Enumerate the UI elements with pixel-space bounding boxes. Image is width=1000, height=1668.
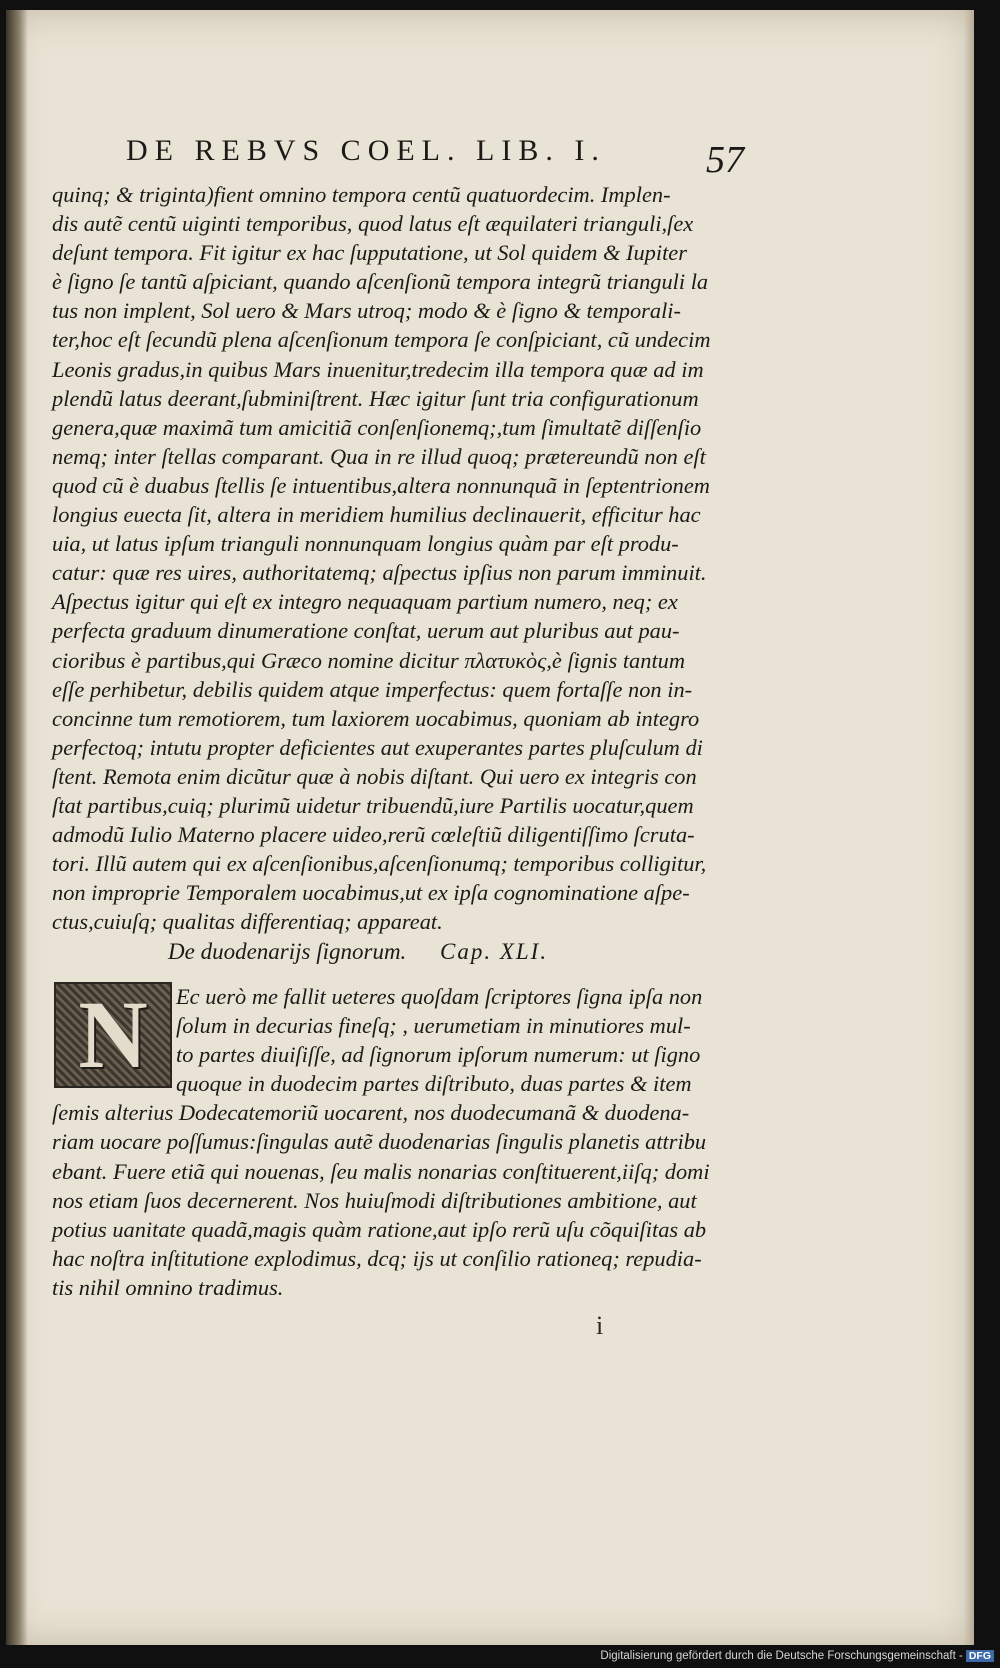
text-line: nemq; inter ſtellas comparant. Qua in re illud quoq; prætereundũ non eſt xyxy=(52,443,706,469)
text-line: tori. Illũ autem qui ex aſcenſionibus,aſcenſionumq; temporibus colligitur, xyxy=(52,851,707,877)
text-line: ctus,cuiuſq; qualitas differentiaq; appareat. xyxy=(52,909,443,935)
text-line: perfectoq; intutu propter deficientes aut exuperantes partes pluſculum di xyxy=(52,734,703,760)
page-edge xyxy=(964,10,974,1645)
text-line: hac noſtra inſtitutione explodimus, dcq; ijs ut conſilio rationeq; repudia- xyxy=(52,1245,702,1271)
chapter-title: De duodenarijs ſignorum. xyxy=(168,939,407,964)
digitization-credit xyxy=(600,1650,994,1662)
text-line: tis nihil omnino tradimus. xyxy=(52,1274,284,1300)
text-line: quoque in duodecim partes diſtributo, duas partes & item xyxy=(176,1071,692,1097)
page-number: 57 xyxy=(706,139,744,181)
text-line: ebant. Fuere etiã qui nouenas, ſeu malis nonarias conſtituerent,iiſq; domi xyxy=(52,1158,710,1184)
text-line: quinq; & triginta)fient omnino tempora centũ quatuordecim. Implen- xyxy=(52,182,671,207)
text-line: catur: quæ res uires, authoritatemq; aſpectus ipſius non parum imminuit. xyxy=(52,560,707,586)
text-line: ter,hoc eſt ſecundũ plena aſcenſionum tempora ſe conſpiciant, cũ undecim xyxy=(52,327,711,353)
text-line: riam uocare poſſumus:ſingulas autẽ duodenarias ſingulis planetis attribu xyxy=(52,1129,707,1155)
text-line: deſunt tempora. Fit igitur ex hac ſupputatione, ut Sol quidem & Iupiter xyxy=(52,240,687,266)
text-line: cioribus è partibus,qui Græco nomine dicitur πλατυκὸς,è ſignis tantum xyxy=(52,647,686,673)
text-line: Ec uerò me fallit ueteres quoſdam ſcriptores ſigna ipſa non xyxy=(176,984,703,1009)
text-line: ſemis alterius Dodecatemoriũ uocarent, nos duodecumanã & duodena- xyxy=(52,1100,690,1126)
text-line: tus non implent, Sol uero & Mars utroq; modo & è ſigno & temporali- xyxy=(52,298,681,324)
running-header: DE REBVS COEL. LIB. I. xyxy=(126,134,606,167)
text-line: non improprie Temporalem uocabimus,ut ex ipſa cognominatione aſpe- xyxy=(52,880,690,906)
text-line: quod cũ è duabus ſtellis ſe intuentibus,altera nonnunquã in ſeptentrionem xyxy=(52,472,710,498)
text-line: potius uanitate quadã,magis quàm ratione,aut ipſo rerũ uſu cõquiſitas ab xyxy=(52,1216,707,1242)
chapter-heading xyxy=(168,939,728,965)
text-line: perfecta graduum dinumeratione conſtat, uerum aut pluribus aut pau- xyxy=(52,618,680,644)
text-line: longius euecta ſit, altera in meridiem humilius declinauerit, efficitur hac xyxy=(52,502,701,528)
chapter-number: Cap. XLI. xyxy=(440,939,549,964)
text-line: eſſe perhibetur, debilis quidem atque imperfectus: quem fortaſſe non in- xyxy=(52,676,693,702)
digitization-text: Digitalisierung gefördert durch die Deutsche Forschungsgemeinschaft - xyxy=(600,1650,963,1662)
text-line: nos etiam ſuos decernerent. Nos huiuſmodi diſtributiones ambitione, aut xyxy=(52,1187,697,1213)
signature-mark: i xyxy=(596,1311,604,1340)
text-line: genera,quæ maximã tum amicitiã conſenſionemq;,tum ſimultatẽ diſſenſio xyxy=(52,414,702,440)
text-line: admodũ Iulio Materno placere uideo,rerũ cœleſtiũ diligentiſſimo ſcruta- xyxy=(52,822,695,848)
text-line: dis autẽ centũ uiginti temporibus, quod latus eſt æquilateri trianguli,ſex xyxy=(52,211,694,237)
dfg-logo: DFG xyxy=(966,1650,994,1662)
text-line: uia, ut latus ipſum trianguli nonnunquam longius quàm par eſt produ- xyxy=(52,531,679,557)
paragraph-1 xyxy=(52,180,712,936)
initial-letter: N xyxy=(78,981,148,1088)
text-line: ſtat partibus,cuiq; plurimũ uidetur tribuendũ,iure Partilis uocatur,quem xyxy=(52,792,694,818)
text-line: Aſpectus igitur qui eſt ex integro nequaquam partium numero, neq; ex xyxy=(52,589,678,615)
book-page xyxy=(6,10,974,1645)
text-line: è ſigno ſe tantũ aſpiciant, quando aſcenſionũ tempora integrũ trianguli la xyxy=(52,269,709,295)
page-gutter-shadow xyxy=(6,10,28,1645)
decorated-initial xyxy=(54,982,172,1088)
text-line: plendũ latus deerant,ſubminiſtrent. Hæc igitur ſunt tria configurationum xyxy=(52,385,699,411)
text-line: ſolum in decurias fineſq; , uerumetiam in minutiores mul- xyxy=(176,1013,691,1039)
text-line: Leonis gradus,in quibus Mars inuenitur,tredecim illa tempora quæ ad im xyxy=(52,356,704,382)
text-line: to partes diuiſiſſe, ad ſignorum ipſorum numerum: ut ſigno xyxy=(176,1042,701,1068)
text-line: ſtent. Remota enim dicũtur quæ à nobis diſtant. Qui uero ex integris con xyxy=(52,763,697,789)
text-line: concinne tum remotiorem, tum laxiorem uocabimus, quoniam ab integro xyxy=(52,705,700,731)
